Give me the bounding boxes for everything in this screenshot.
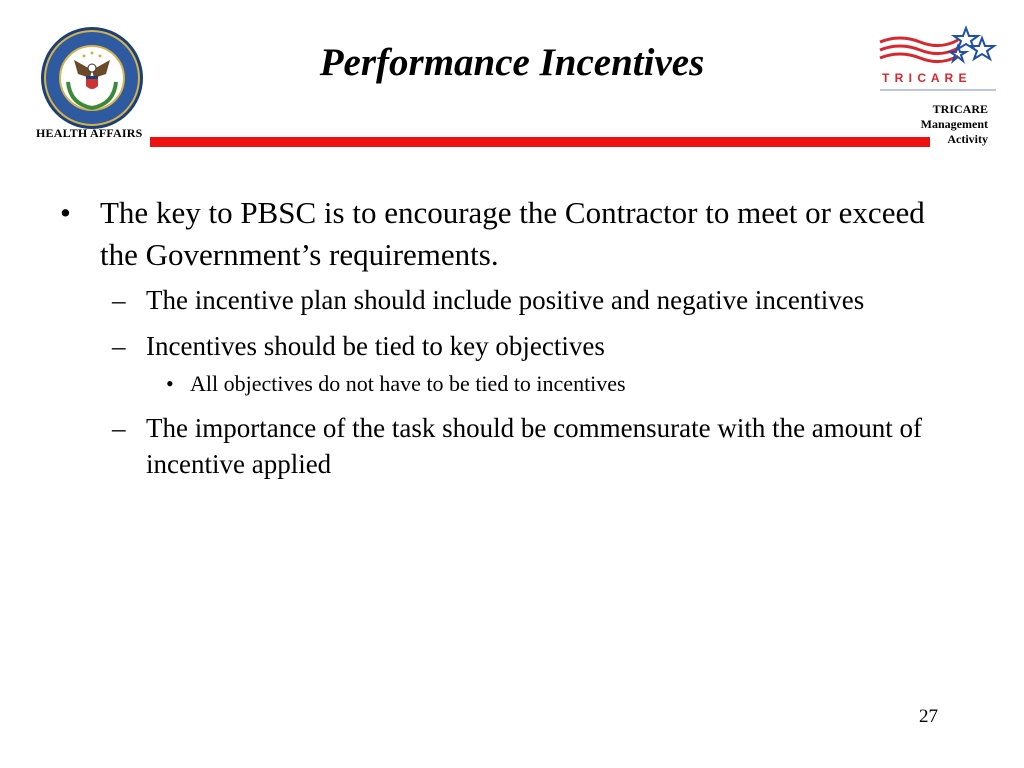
sub-bullet-item	[60, 328, 950, 364]
sub-bullet-item	[60, 282, 950, 318]
tma-line-2: Management	[920, 117, 988, 131]
sub-sub-bullet-item	[60, 370, 950, 398]
bullet-item	[60, 192, 950, 276]
dash-marker: –	[112, 285, 126, 315]
title-rule	[150, 137, 930, 147]
sub-sub-bullet-text: All objectives do not have to be tied to incentives	[190, 371, 626, 396]
health-affairs-label: HEALTH AFFAIRS	[36, 126, 143, 140]
slide-title: Performance Incentives	[319, 41, 705, 84]
slide-body	[60, 192, 950, 492]
page-number: 27	[919, 706, 938, 727]
tricare-logo-icon	[870, 24, 998, 96]
tricare-management-activity-label	[921, 102, 988, 147]
tma-line-1: TRICARE	[932, 102, 988, 116]
bullet-marker: •	[60, 195, 71, 230]
sub-bullet-item	[60, 410, 950, 482]
tma-line-3: Activity	[947, 132, 988, 146]
small-bullet-marker: •	[166, 371, 174, 396]
sub-bullet-text: The incentive plan should include positive and negative incentives	[146, 285, 865, 315]
dash-marker: –	[112, 331, 126, 361]
sub-bullet-text: The importance of the task should be commensurate with the amount of incentive applied	[146, 413, 923, 479]
bullet-text: The key to PBSC is to encourage the Contractor to meet or exceed the Government’s requirements.	[100, 195, 925, 272]
tricare-wordmark: T R I C A R E	[882, 71, 968, 85]
sub-bullet-text: Incentives should be tied to key objectives	[146, 331, 605, 361]
dash-marker: –	[112, 413, 126, 443]
